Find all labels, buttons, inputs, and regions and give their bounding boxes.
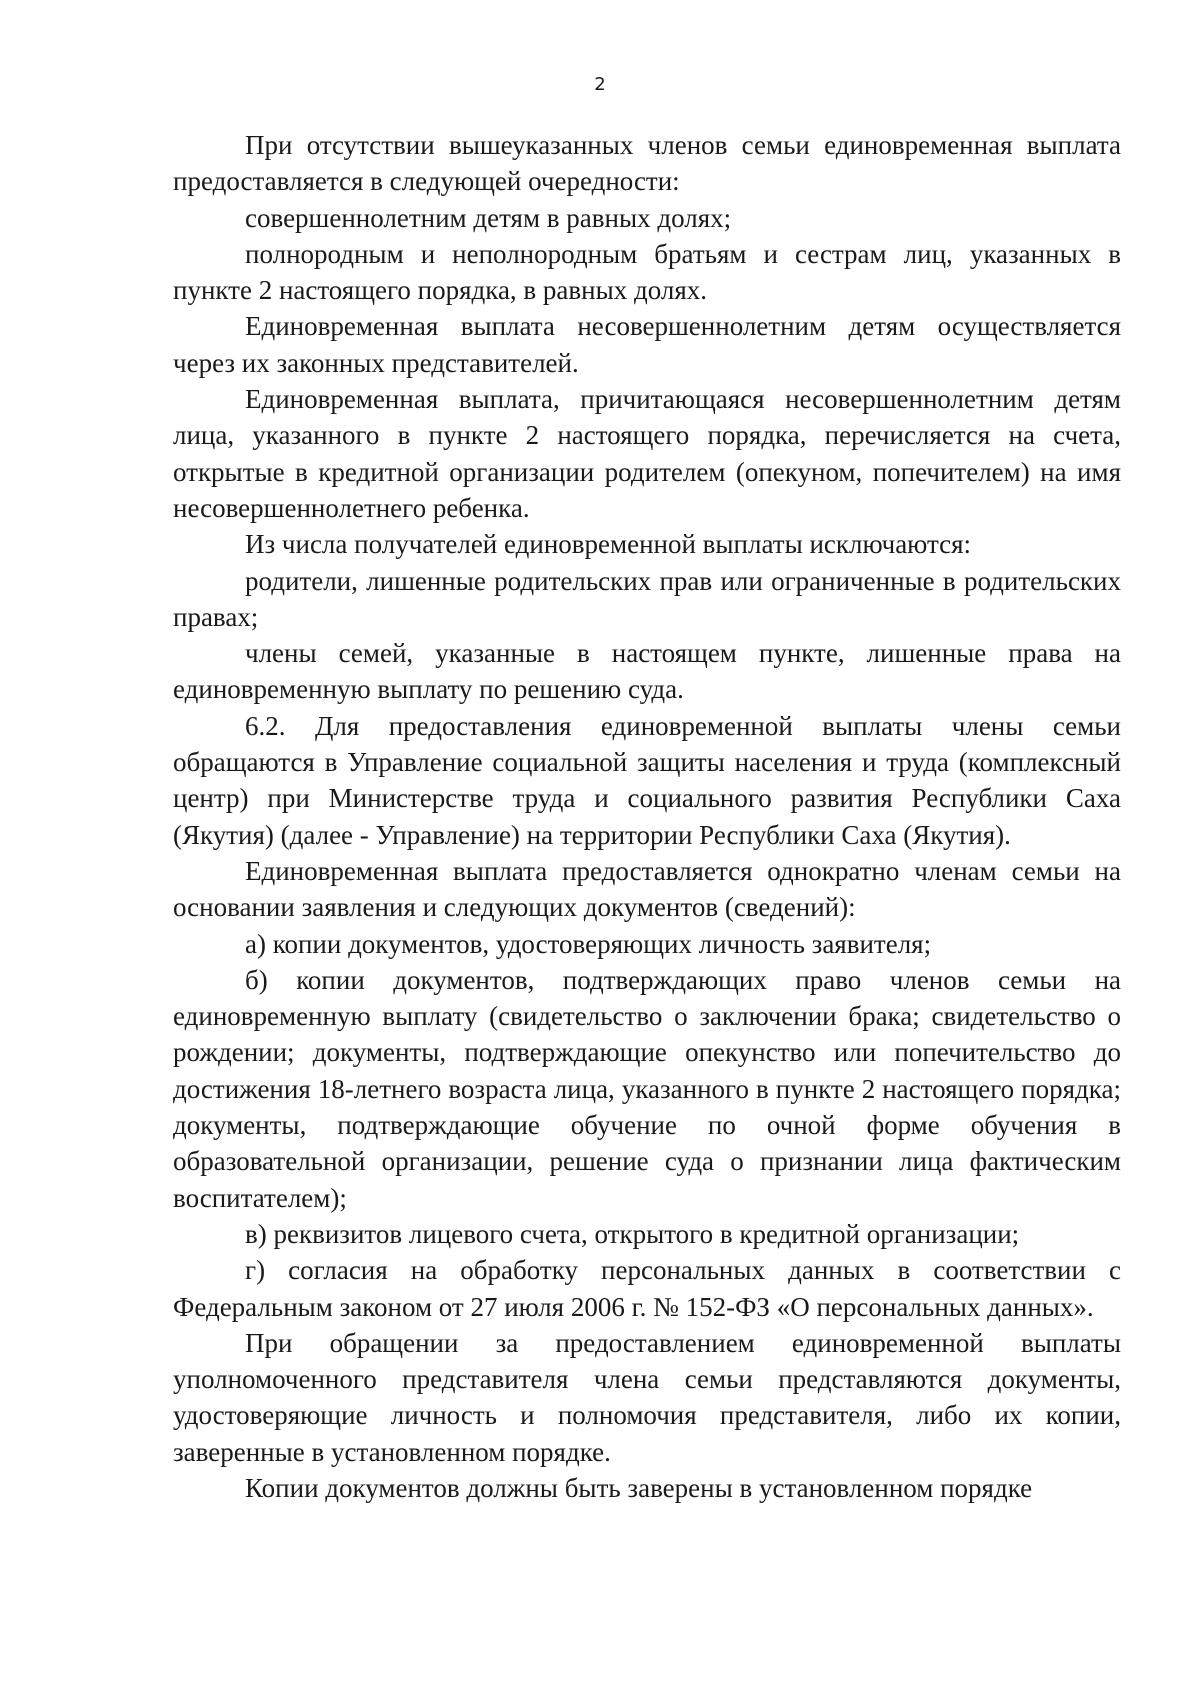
paragraph: Единовременная выплата предоставляется однократно членам семьи на основании заявления и следующих документов (сведений): [173,855,1121,923]
list-item: в) реквизитов лицевого счета, открытого в кредитной организации; [245,1218,1020,1249]
paragraph: Единовременная выплата, причитающаяся несовершеннолетним детям лица, указанного в пункте 2 настоящего порядка, перечисляется на счета, открытые в кредитной организации родителем (опекуном, попечителем) на имя несовершеннолетнего ребенка. [173,384,1121,523]
paragraph: Копии документов должны быть заверены в установленном порядке [245,1472,1033,1503]
paragraph: члены семей, указанные в настоящем пункте, лишенные права на единовременную выплату по решению суда. [173,638,1121,705]
list-item: а) копии документов, удостоверяющих личность заявителя; [245,928,932,959]
paragraph: совершеннолетним детям в равных долях; [245,202,732,233]
paragraph: При обращении за предоставлением единовременной выплаты уполномоченного представителя члена семьи представляются документы, удостоверяющие личность и полномочия представителя, либо их копии, заверенные в установленном порядке. [173,1327,1121,1467]
list-item: г) согласия на обработку персональных данных в соответствии с Федеральным законом от 27 июля 2006 г. № 152-ФЗ «О персональных данных». [173,1255,1121,1322]
paragraph: родители, лишенные родительских прав или ограниченные в родительских правах; [173,565,1121,632]
paragraph: При отсутствии вышеуказанных членов семьи единовременная выплата предоставляется в следующей очередности: [173,130,1121,197]
paragraph: полнородным и неполнородным братьям и сестрам лиц, указанных в пункте 2 настоящего порядка, в равных долях. [173,238,1121,306]
paragraph: Из числа получателей единовременной выплаты исключаются: [245,529,972,560]
paragraph: Единовременная выплата несовершеннолетним детям осуществляется через их законных представителей. [173,311,1121,378]
paragraph: 6.2. Для предоставления единовременной выплаты члены семьи обращаются в Управление социальной защиты населения и труда (комплексный центр) при Министерстве труда и социального развития Республики Саха (Якутия) (далее - Управление) на территории Республики Саха (Якутия). [173,710,1121,850]
document-body [173,127,1121,1506]
page-number: 2 [594,74,606,95]
list-item: б) копии документов, подтверждающих право членов семьи на единовременную выплату (свидетельство о заключении брака; свидетельство о рождении; документы, подтверждающие опекунство или попечительство до достижения 18-летнего возраста лица, указанного в пункте 2 настоящего порядка; документы, подтверждающие обучение по очной форме обучения в образовательной организации, решение суда о признании лица фактическим воспитателем); [173,964,1121,1213]
